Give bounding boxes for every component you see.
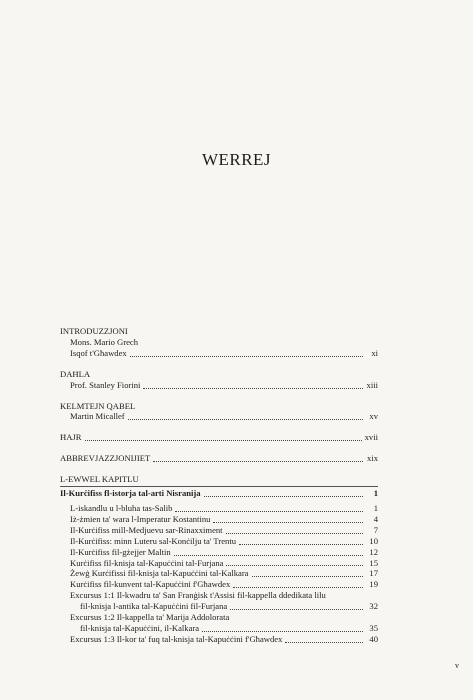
toc-entry-text: Kurċifiss fil-kunvent tal-Kapuċċini f'Għawdex <box>70 579 231 590</box>
dot-leader <box>204 496 363 497</box>
dot-leader <box>252 576 364 577</box>
dot-leader <box>213 522 363 523</box>
toc-entry-text: L-iskandlu u l-bluha tas-Salib <box>70 502 173 513</box>
toc-page-number: 4 <box>373 513 378 524</box>
dot-leader <box>174 555 363 556</box>
toc-page-number: 1 <box>373 502 378 513</box>
toc-entry-text: ABBREVJAZZJONIJIET <box>60 453 151 464</box>
toc-entry[interactable] <box>60 623 378 634</box>
toc-entry-text: Isqof t'Għawdex <box>70 347 127 358</box>
toc-entry-abbrevjazzjonijiet[interactable] <box>60 453 378 464</box>
toc-page-number: xix <box>367 453 378 464</box>
toc-page-number: xi <box>371 347 378 358</box>
toc-heading-dahla: DAĦLA <box>60 368 91 379</box>
dot-leader <box>202 631 363 632</box>
toc-entry[interactable] <box>60 568 378 579</box>
divider <box>60 486 378 487</box>
toc-entry[interactable] <box>60 634 378 645</box>
toc-entry-text: Iż-żmien ta' wara l-Imperatur Kostantinu <box>70 513 211 524</box>
dot-leader <box>226 565 363 566</box>
dot-leader <box>285 642 363 643</box>
toc-entry[interactable] <box>60 536 378 547</box>
toc-entry-text: ĦAJR <box>60 432 82 443</box>
toc-page-number: 32 <box>369 601 378 612</box>
excursus-entry-line1: Excursus 1:2 Il-kappella ta' Marija Addolorata <box>70 612 230 623</box>
toc-entry[interactable] <box>60 348 378 359</box>
dot-leader <box>153 461 363 462</box>
toc-entry-text: Il-Kurċifiss fil-gżejjer Maltin <box>70 546 171 557</box>
toc-entry[interactable] <box>60 503 378 514</box>
toc-entry-text: fil-knisja l-antika tal-Kapuċċini fil-Furjana <box>80 601 228 612</box>
dot-leader <box>143 388 363 389</box>
toc-entry[interactable] <box>60 514 378 525</box>
toc-entry-text: Il-Kurċifiss: minn Luteru sal-Konċilju ta' Trentu <box>70 535 237 546</box>
toc-entry[interactable] <box>60 547 378 558</box>
dot-leader <box>128 419 363 420</box>
toc-entry-text: fil-knisja tal-Kapuċċini, il-Kalkara <box>80 622 200 633</box>
toc-entry[interactable] <box>60 601 378 612</box>
toc-entry-text: Excursus 1:3 Il-kor ta' fuq tal-knisja tal-Kapuċċini f'Għawdex <box>70 633 283 644</box>
toc-author-line: Mons. Mario Grech <box>70 336 139 347</box>
toc-page-number: 17 <box>369 568 378 579</box>
toc-heading-kelmtejn-qabel: KELMTEJN QABEL <box>60 400 136 411</box>
table-of-contents <box>60 326 378 645</box>
toc-page-number: xiii <box>366 379 378 390</box>
toc-entry-text: Prof. Stanley Fiorini <box>70 379 141 390</box>
chapter-title-entry[interactable] <box>60 488 378 499</box>
toc-entry-text: Żewġ Kurċifissi fil-knisja tal-Kapuċċini tal-Kalkara <box>70 568 249 579</box>
dot-leader <box>175 511 363 512</box>
chapter-title: Il-Kurċifiss fl-istorja tal-arti Nisranija <box>60 488 201 499</box>
page-folio: v <box>455 661 459 670</box>
chapter-heading: L-EWWEL KAPITLU <box>60 474 139 485</box>
dot-leader <box>226 533 363 534</box>
toc-page-number: 35 <box>369 622 378 633</box>
toc-page-number: 12 <box>369 546 378 557</box>
toc-entry[interactable] <box>60 380 378 391</box>
toc-page-number: 7 <box>373 524 378 535</box>
toc-page-number: 19 <box>369 579 378 590</box>
toc-entry-hajr[interactable] <box>60 432 378 443</box>
toc-page-number: 10 <box>369 535 378 546</box>
toc-page-number: 15 <box>369 557 378 568</box>
toc-entry-text: Il-Kurċifiss mill-Medjuevu sar-Rinaxximent <box>70 524 223 535</box>
toc-page-number: 40 <box>369 633 378 644</box>
toc-entry-text: Kurċifiss fil-knisja tal-Kapuċċini tal-Furjana <box>70 557 224 568</box>
page-title: WERREJ <box>201 150 272 169</box>
toc-heading-introduzzjoni: INTRODUZZJONI <box>60 326 128 336</box>
dot-leader <box>85 440 362 441</box>
excursus-entry-line1: Excursus 1:1 Il-kwadru ta' San Franġisk t'Assisi fil-kappella ddedikata lilu <box>70 590 326 601</box>
toc-page-number: 1 <box>373 488 378 499</box>
dot-leader <box>239 544 363 545</box>
toc-page-number: xvii <box>364 432 378 443</box>
toc-entry[interactable] <box>60 411 378 422</box>
toc-entry[interactable] <box>60 525 378 536</box>
toc-entry-text: Martin Micallef <box>70 411 125 422</box>
dot-leader <box>233 587 363 588</box>
dot-leader <box>230 609 363 610</box>
dot-leader <box>130 356 363 357</box>
toc-entry[interactable] <box>60 579 378 590</box>
toc-page-number: xv <box>369 411 378 422</box>
toc-entry[interactable] <box>60 558 378 569</box>
